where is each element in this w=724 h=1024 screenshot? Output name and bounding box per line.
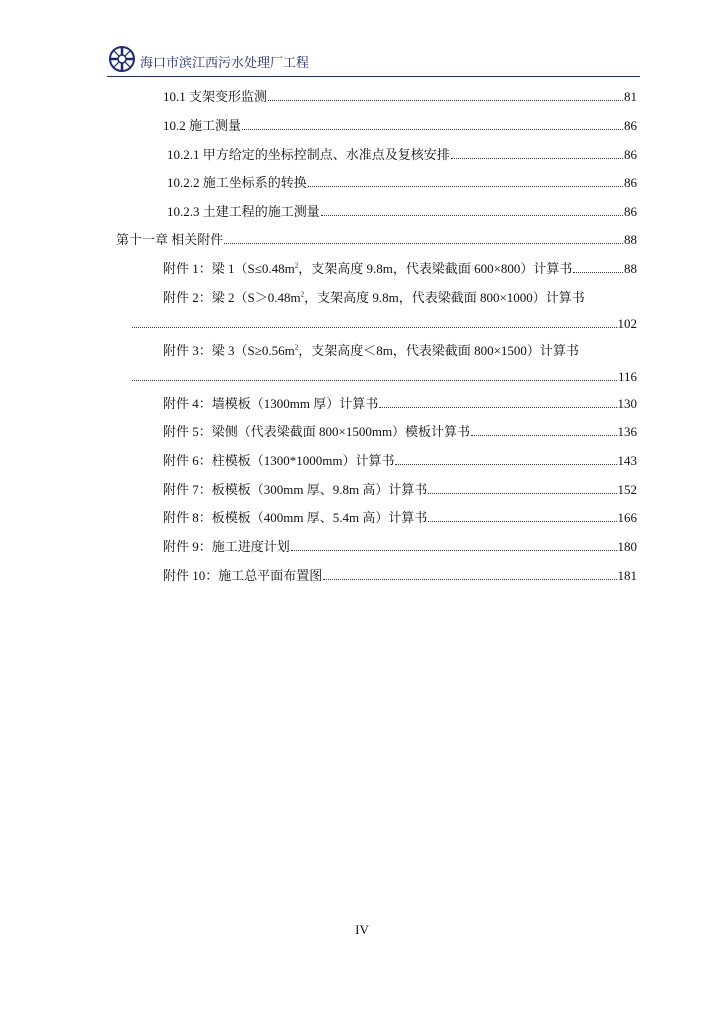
toc-entry-attachment-4[interactable] [163,395,637,413]
toc-entry-attachment-2[interactable] [163,289,637,307]
dot-leader [451,158,623,159]
toc-entry-page: 116 [617,369,637,384]
dot-leader [132,380,617,381]
toc-entry-page: 143 [617,453,637,468]
toc-entry-page: 180 [617,539,637,554]
toc-entry-title: 附件 5：梁侧（代表梁截面 800×1500mm）模板计算书 [163,424,471,439]
toc-entry-title: 附件 1：梁 $1(S\le 0.48m^2$，支架高度 9.8m，代表梁截面 600×800）计算书 [163,261,573,276]
toc-entry-title: 附件 8：板模板（400mm 厚、5.4m 高）计算书 [163,510,428,525]
toc-entry-page: 166 [617,510,637,525]
toc-entry-page: 130 [617,396,637,411]
dot-leader [132,327,617,328]
toc-entry-title: 附件 6：柱模板（1300*1000mm）计算书 [163,453,395,468]
toc-entry-attachment-1[interactable] [163,260,637,278]
toc-entry-page: 181 [617,568,637,583]
toc-entry-chapter-11[interactable] [116,231,637,249]
toc-entry-attachment-2-continuation[interactable] [132,315,637,333]
dot-leader [428,493,616,494]
dot-leader [395,464,616,465]
toc-entry-title: 附件 4：墙模板（1300mm 厚）计算书 [163,396,379,411]
toc-entry-page: 86 [624,147,637,162]
toc-entry-attachment-9[interactable] [163,538,637,556]
toc-entry-title: 10.2.2 施工坐标系的转换 [167,175,307,190]
dot-leader [308,186,623,187]
dot-leader [573,272,623,273]
toc-entry-10-1[interactable] [163,88,637,106]
toc-entry-page: 86 [624,118,637,133]
toc-entry-attachment-10[interactable] [163,567,637,585]
dot-leader [224,243,623,244]
dot-leader [321,215,623,216]
toc-entry-title: 10.2 施工测量 [163,118,242,133]
toc-entry-page: 88 [624,232,637,247]
toc-entry-attachment-7[interactable] [163,481,637,499]
toc-entry-10-2-2[interactable] [167,174,637,192]
dot-leader [242,129,623,130]
toc-entry-page: 88 [624,261,637,276]
toc-entry-10-2-1[interactable] [167,146,637,164]
company-logo-icon [107,44,137,74]
toc-entry-title: 附件 10：施工总平面布置图 [163,568,323,583]
header-title: 海口市滨江西污水处理厂工程 [140,56,310,71]
toc-entry-title: 第十一章 相关附件 [116,232,224,247]
toc-entry-title: 附件 3：梁 $3(S\ge 0.56m^2$，支架高度＜8m，代表梁截面 800×1500）计算书 [163,343,579,358]
dot-leader [471,435,616,436]
header-rule [107,76,640,77]
toc-entry-page: 86 [624,204,637,219]
dot-leader [268,100,623,101]
toc-entry-attachment-6[interactable] [163,452,637,470]
toc-entry-page: 102 [617,316,637,331]
toc-entry-page: 81 [624,89,637,104]
toc-entry-title: 附件 9：施工进度计划 [163,539,290,554]
dot-leader [428,521,616,522]
dot-leader [379,407,616,408]
toc-entry-10-2-3[interactable] [167,203,637,221]
toc-entry-title: 10.2.3 土建工程的施工测量 [167,204,320,219]
page-header [107,44,640,76]
toc-entry-title: 10.1 支架变形监测 [163,89,268,104]
toc-entry-title: 10.2.1 甲方给定的坐标控制点、水准点及复核安排 [167,147,450,162]
dot-leader [291,550,617,551]
dot-leader [323,579,616,580]
toc-entry-page: 152 [617,482,637,497]
toc-entry-attachment-3[interactable] [163,342,637,360]
toc-entry-title: 附件 2：梁 $2(S>0.48m^2$，支架高度 9.8m，代表梁截面 800×1000）计算书 [163,290,585,305]
toc-entry-10-2[interactable] [163,117,637,135]
toc-entry-page: 86 [624,175,637,190]
toc-entry-attachment-8[interactable] [163,509,637,527]
toc-entry-attachment-5[interactable] [163,423,637,441]
toc-entry-title: 附件 7：板模板（300mm 厚、9.8m 高）计算书 [163,482,428,497]
toc-entry-attachment-3-continuation[interactable] [132,368,637,386]
page-number: IV [355,922,369,937]
toc-entry-page: 136 [617,424,637,439]
